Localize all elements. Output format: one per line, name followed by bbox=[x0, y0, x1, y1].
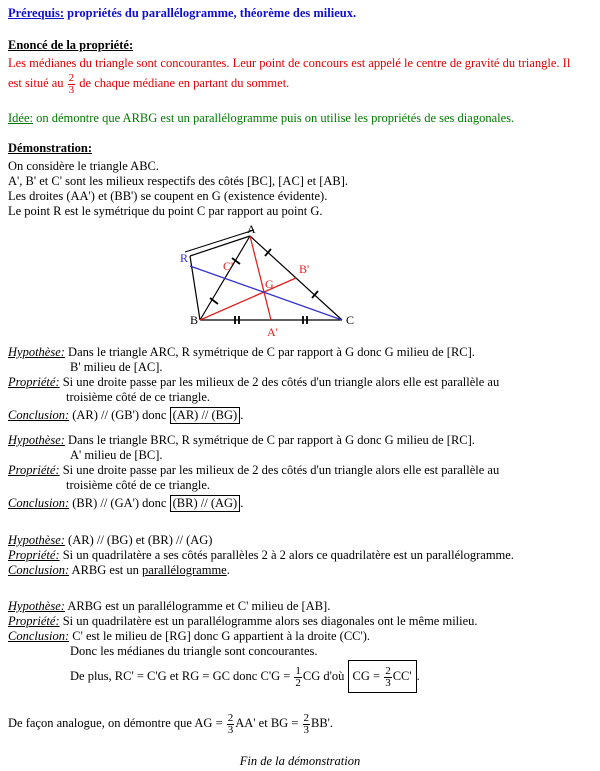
fraction-two-thirds: $\frac{2}{3}$ bbox=[227, 711, 234, 736]
step4-property bbox=[8, 614, 594, 629]
step2-hypothesis-2: A' milieu de [BC]. bbox=[70, 448, 163, 462]
property-text: Si un quadrilatère a ses côtés parallèles 2 à 2 alors ce quadrilatère est un parallélogramme. bbox=[59, 548, 514, 562]
step2-conclusion: Conclusion: (BR) // (GA') donc (BR) // (AG) . bbox=[8, 496, 244, 510]
boxed-result: (AR) // (BG) bbox=[170, 407, 241, 424]
underlined-term: parallélogramme bbox=[142, 563, 227, 577]
prerequisites-label: Prérequis: bbox=[8, 6, 65, 20]
step2-property-2: troisième côté de ce triangle. bbox=[66, 478, 211, 492]
property-label: Propriété: bbox=[8, 614, 60, 628]
fraction-two-thirds: $\frac{2}{3}$ bbox=[68, 71, 75, 96]
step4-hypothesis bbox=[8, 599, 594, 614]
step4-line-2: Donc les médianes du triangle sont concourantes. bbox=[70, 644, 318, 658]
idea-label: Idée: bbox=[8, 111, 33, 125]
analog-statement: De façon analogue, on démontre que AG = $\frac{2}{3}$ AA' et BG = $\frac{2}{3}$ BB'. bbox=[8, 711, 334, 736]
hypothesis-text: Dans le triangle ARC, R symétrique de C par rapport à G donc G milieu de [RC]. bbox=[64, 345, 475, 359]
demo-line-4: Le point R est le symétrique du point C par rapport au point G. bbox=[8, 204, 323, 218]
prerequisites bbox=[8, 6, 594, 21]
step3-property bbox=[8, 548, 594, 563]
property-label: Propriété: bbox=[8, 548, 60, 562]
demo-heading: Démonstration: bbox=[8, 141, 93, 155]
property-text: Si une droite passe par les milieux de 2 des côtés d'un triangle alors elle est parallèle au bbox=[59, 375, 500, 389]
boxed-result: (BR) // (AG) bbox=[170, 495, 241, 512]
prerequisites-text: propriétés du parallélogramme, théorème des milieux. bbox=[64, 6, 357, 20]
hypothesis-label: Hypothèse: bbox=[8, 533, 65, 547]
demo-line-1: On considère le triangle ABC. bbox=[8, 159, 160, 173]
conclusion-label: Conclusion: bbox=[8, 408, 70, 422]
label-a: A bbox=[247, 222, 256, 236]
triangle-figure bbox=[170, 220, 370, 345]
label-c: C bbox=[346, 313, 355, 327]
hypothesis-label: Hypothèse: bbox=[8, 345, 65, 359]
step1-hypothesis-2: B' milieu de [AC]. bbox=[70, 360, 163, 374]
step4-conclusion bbox=[8, 629, 594, 644]
statement-line-2 bbox=[8, 72, 594, 96]
fraction-two-thirds: $\frac{2}{3}$ bbox=[303, 711, 309, 736]
statement-line-2-pre: est situé au bbox=[8, 76, 67, 90]
hypothesis-text: Dans le triangle BRC, R symétrique de C par rapport à G donc G milieu de [RC]. bbox=[64, 433, 475, 447]
property-label: Propriété: bbox=[8, 463, 60, 477]
demo-line-3: Les droites (AA') et (BB') se coupent en G (existence évidente). bbox=[8, 189, 328, 203]
demo-line-2: A', B' et C' sont les milieux respectifs des côtés [BC], [AC] et [AB]. bbox=[8, 174, 349, 188]
step1-property bbox=[8, 375, 594, 390]
step3-conclusion: Conclusion: ARBG est un parallélogramme. bbox=[8, 563, 230, 577]
property-text: Si une droite passe par les milieux de 2 des côtés d'un triangle alors elle est parallèle au bbox=[59, 463, 500, 477]
idea-text: on démontre que ARBG est un parallélogramme puis on utilise les propriétés de ses diagonales. bbox=[32, 111, 515, 125]
label-c-prime: C' bbox=[223, 259, 234, 273]
step2-hypothesis bbox=[8, 433, 594, 448]
statement-line-1: Les médianes du triangle sont concourantes. Leur point de concours est appelé le centre de gravité du triangle. Il bbox=[8, 56, 571, 70]
label-b: B bbox=[190, 313, 199, 327]
step1-hypothesis bbox=[8, 345, 594, 360]
conclusion-label: Conclusion: bbox=[8, 629, 70, 643]
conclusion-label: Conclusion: bbox=[8, 496, 70, 510]
segment-br bbox=[190, 256, 200, 320]
statement-heading: Enoncé de la propriété: bbox=[8, 38, 134, 52]
step2-property bbox=[8, 463, 594, 478]
boxed-final-result: CG = $\frac{2}{3}$ CC' bbox=[348, 660, 417, 693]
hypothesis-text: ARBG est un parallélogramme et C' milieu de [AB]. bbox=[64, 599, 331, 613]
step1-property-2: troisième côté de ce triangle. bbox=[66, 390, 211, 404]
conclusion-text: C' est le milieu de [RG] donc G appartient à la droite (CC'). bbox=[69, 629, 371, 643]
property-label: Propriété: bbox=[8, 375, 60, 389]
step4-line-3: De plus, RC' = C'G et RG = GC donc C'G = $\frac{1}{2}$ CG d'où CG = $\frac{2}{3}$ CC' . bbox=[8, 660, 600, 693]
label-g: G bbox=[265, 277, 274, 291]
fraction-one-half: $\frac{1}{2}$ bbox=[295, 664, 301, 689]
property-text: Si un quadrilatère est un parallélogramme alors ses diagonales ont le même milieu. bbox=[59, 614, 478, 628]
extended-line bbox=[185, 230, 254, 252]
step3-hypothesis bbox=[8, 533, 594, 548]
conclusion-label: Conclusion: bbox=[8, 563, 70, 577]
end-of-proof: Fin de la démonstration bbox=[239, 754, 361, 768]
line-rc bbox=[190, 266, 342, 320]
segment-ar bbox=[190, 236, 250, 256]
fraction-two-thirds: $\frac{2}{3}$ bbox=[385, 664, 391, 689]
hypothesis-label: Hypothèse: bbox=[8, 433, 65, 447]
hypothesis-text: (AR) // (BG) et (BR) // (AG) bbox=[64, 533, 213, 547]
label-r: R bbox=[180, 251, 189, 265]
label-b-prime: B' bbox=[299, 262, 310, 276]
idea bbox=[8, 111, 594, 126]
hypothesis-label: Hypothèse: bbox=[8, 599, 65, 613]
label-a-prime: A' bbox=[267, 325, 278, 339]
step1-conclusion: Conclusion: (AR) // (GB') donc (AR) // (BG) . bbox=[8, 408, 244, 422]
statement-line-2-post: de chaque médiane en partant du sommet. bbox=[76, 76, 290, 90]
